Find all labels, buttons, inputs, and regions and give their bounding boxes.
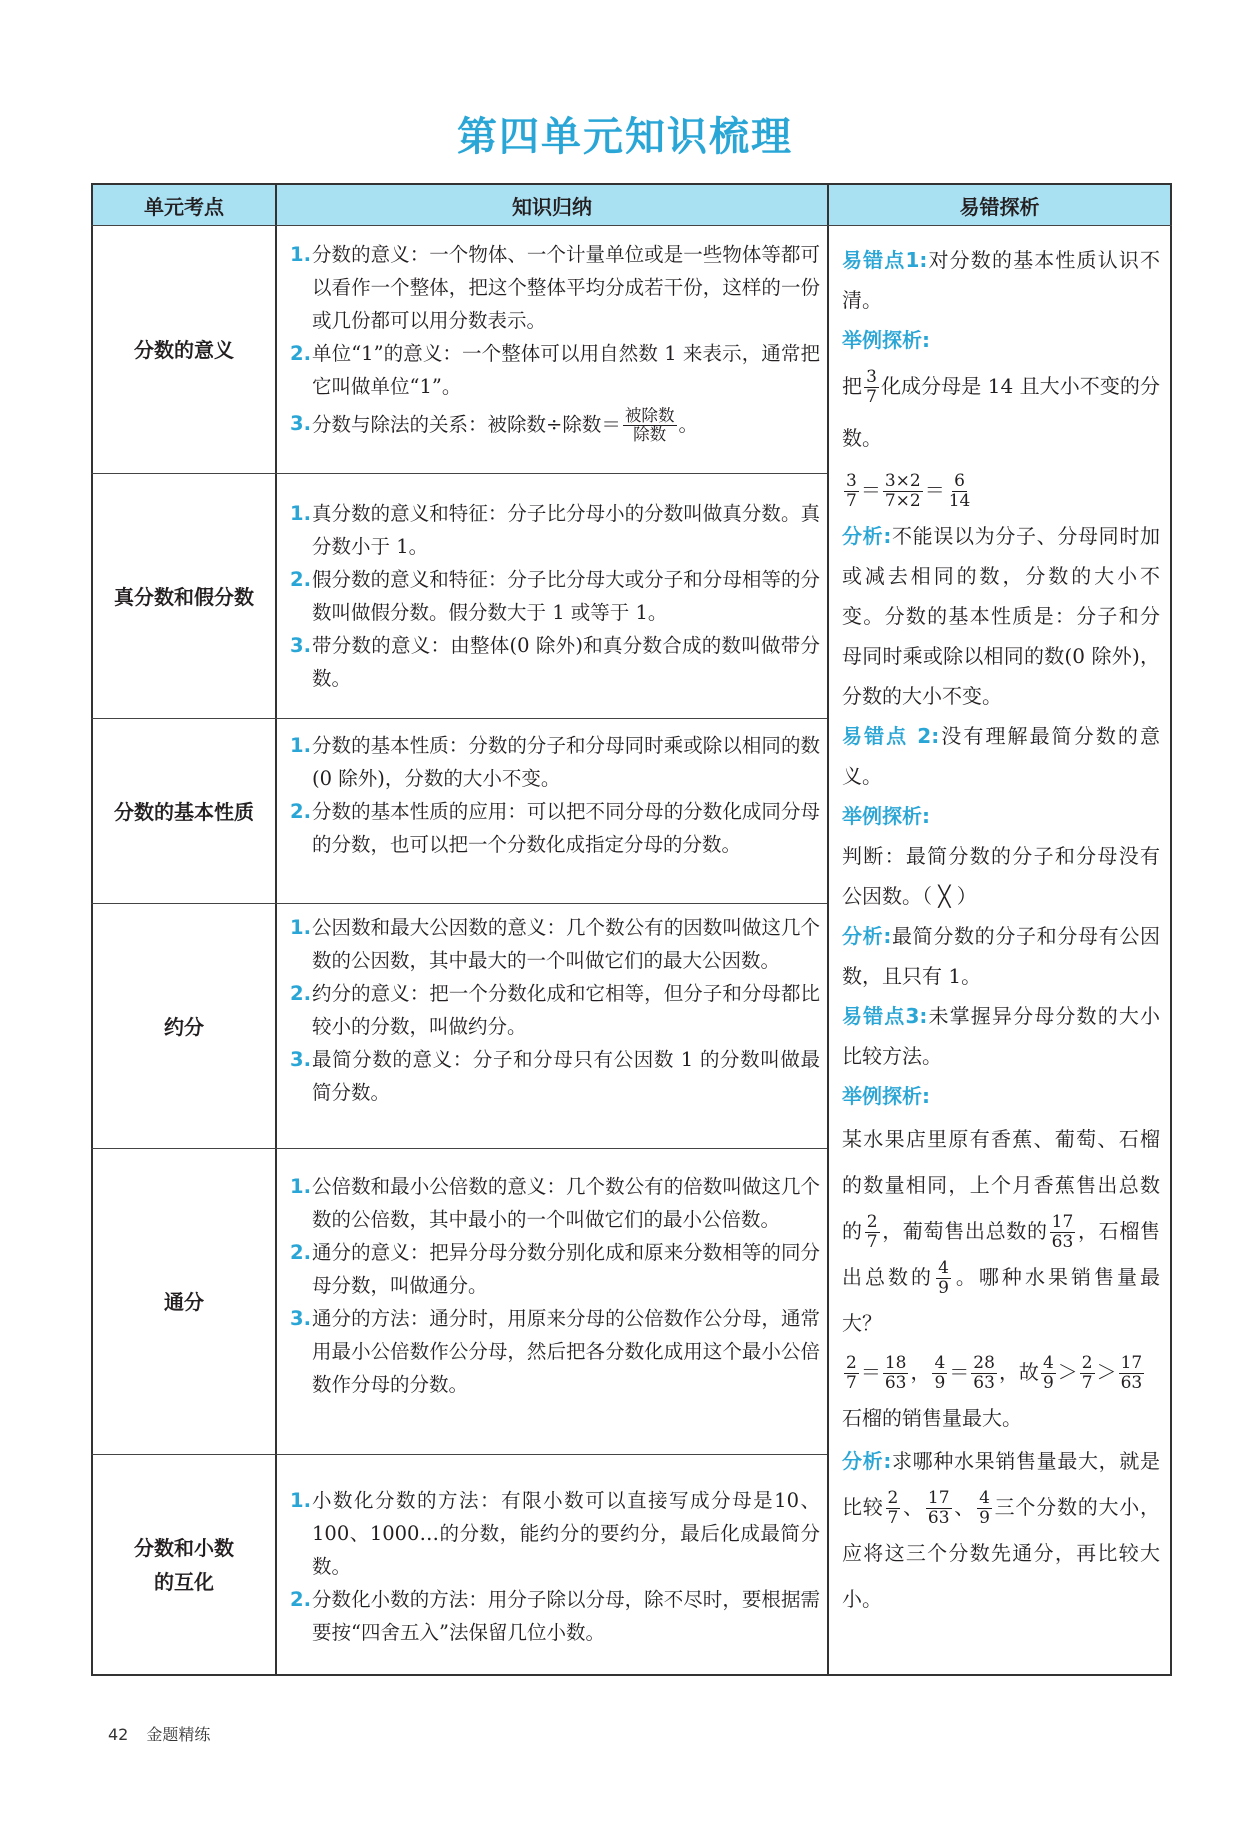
knowledge-reduction — [290, 911, 820, 1109]
text-part: 。哪种水果销售量最大？ — [842, 1265, 1161, 1335]
page-number: 42 — [108, 1725, 129, 1744]
fraction-denominator: 7 — [1081, 1373, 1093, 1393]
item-number: 2. — [290, 1588, 311, 1611]
fraction — [947, 472, 973, 510]
knowledge-basic-property — [290, 729, 820, 861]
example-solution — [842, 1346, 1160, 1398]
list-item — [290, 497, 820, 563]
table-divider — [275, 183, 277, 1676]
topic-line: 的互化 — [154, 1570, 214, 1594]
topic-basic-property: 分数的基本性质 — [114, 799, 254, 824]
error-text: 未掌握异分母分数的大小比较方法。 — [842, 1004, 1160, 1068]
item-number: 2. — [290, 800, 311, 823]
error-label: 易错点 2: — [842, 724, 940, 748]
item-number: 1. — [290, 916, 311, 939]
text-part: ，故 — [998, 1360, 1039, 1384]
item-number: 3. — [290, 634, 311, 657]
separator: 、 — [902, 1495, 924, 1519]
fraction-numerator: 2 — [866, 1212, 878, 1233]
example-question — [842, 360, 1160, 464]
item-text: 通分的意义：把异分母分数分别化成和原来分数相等的同分母分数，叫做通分。 — [312, 1241, 820, 1297]
separator: 、 — [953, 1495, 976, 1519]
item-text: 约分的意义：把一个分数化成和它相等，但分子和分母都比较小的分数，叫做约分。 — [312, 982, 820, 1038]
analysis-1 — [842, 516, 1160, 716]
error-text: 没有理解最简分数的意义。 — [842, 724, 1160, 788]
fraction — [844, 1354, 859, 1392]
equals-sign: ＝ — [860, 478, 881, 502]
knowledge-proper-improper — [290, 497, 820, 695]
fraction-numerator: 17 — [1120, 1353, 1143, 1374]
item-text: 小数化分数的方法：有限小数可以直接写成分母是10、100、1000…的分数，能约分的要约分，最后化成最简分数。 — [312, 1489, 820, 1578]
item-number: 1. — [290, 734, 311, 757]
list-item — [290, 911, 820, 977]
topic-proper-improper: 真分数和假分数 — [114, 584, 254, 609]
error-analysis-column — [842, 240, 1160, 1622]
fraction-numerator: 2 — [887, 1488, 899, 1509]
fraction-numerator: 4 — [1042, 1353, 1054, 1374]
table-divider — [827, 183, 829, 1676]
text-part: ，葡萄售出总数的 — [881, 1219, 1048, 1243]
list-item — [290, 337, 820, 403]
example-solution — [842, 464, 1160, 516]
analysis-label: 分析: — [842, 1449, 892, 1473]
item-number: 2. — [290, 1241, 311, 1264]
item-text: 分数的意义：一个物体、一个计量单位或是一些物体等都可以看作一个整体，把这个整体平均分成若干份，这样的一份或几份都可以用分数表示。 — [312, 243, 820, 332]
item-number: 3. — [290, 1307, 311, 1330]
text-part: 三个分数的大小，应将这三个分数先通分，再比较大小。 — [842, 1495, 1161, 1611]
error-text: 对分数的基本性质认识不清。 — [842, 248, 1160, 312]
fraction — [865, 1213, 880, 1251]
example-label: 举例探析: — [842, 328, 930, 352]
error-point-2 — [842, 716, 1160, 796]
list-item — [290, 1170, 820, 1236]
list-item — [290, 1043, 820, 1109]
fraction-numerator: 17 — [927, 1488, 950, 1509]
topic-fraction-meaning: 分数的意义 — [134, 338, 234, 362]
fraction-denominator: 除数 — [633, 425, 667, 445]
equals-sign: ＝ — [924, 478, 945, 502]
example-label: 举例探析: — [842, 1084, 930, 1108]
page-title: 第四单元知识梳理 — [457, 114, 793, 160]
fraction — [1080, 1354, 1095, 1392]
row-divider — [91, 718, 827, 719]
fraction-numerator: 3 — [846, 471, 857, 492]
fraction-denominator: 63 — [927, 1508, 950, 1528]
fraction-denominator: 7×2 — [884, 491, 921, 511]
topic-line: 分数和小数 — [134, 1536, 234, 1560]
row-divider — [91, 473, 827, 474]
topic-common-denominator: 通分 — [164, 1290, 204, 1314]
example-question — [842, 1116, 1160, 1346]
separator: ， — [910, 1360, 931, 1384]
fraction-numerator: 3 — [866, 367, 877, 388]
fraction-denominator: 63 — [1051, 1232, 1074, 1252]
item-number: 2. — [290, 342, 311, 365]
item-text: 假分数的意义和特征：分子比分母大或分子和分母相等的分数叫做假分数。假分数大于 1 或等于 1。 — [312, 568, 820, 624]
fraction-denominator: 7 — [866, 1232, 878, 1252]
fraction-denominator: 9 — [1042, 1373, 1054, 1393]
item-text: 分数化小数的方法：用分子除以分母，除不尽时，要根据需要按“四舍五入”法保留几位小数。 — [312, 1588, 820, 1644]
analysis-label: 分析: — [842, 924, 892, 948]
fraction — [971, 1354, 997, 1392]
analysis-label: 分析: — [842, 524, 892, 548]
fraction-numerator: 4 — [979, 1488, 990, 1509]
fraction-denominator: 9 — [979, 1508, 990, 1528]
error-label: 易错点3: — [842, 1004, 928, 1028]
row-divider — [91, 225, 1172, 226]
error-label: 易错点1: — [842, 248, 928, 272]
knowledge-common-denominator — [290, 1170, 820, 1401]
list-item — [290, 563, 820, 629]
list-item — [290, 977, 820, 1043]
fraction-denominator: 63 — [1120, 1373, 1143, 1393]
example-conclusion: 石榴的销售量最大。 — [842, 1406, 1022, 1430]
item-text-part: 。 — [678, 413, 699, 437]
header-topic: 单元考点 — [93, 185, 275, 225]
example-heading — [842, 796, 1160, 836]
item-number: 3. — [290, 412, 311, 435]
fraction — [936, 1259, 951, 1297]
item-text: 真分数的意义和特征：分子比分母小的分数叫做真分数。真分数小于 1。 — [312, 502, 820, 558]
fraction-numerator: 2 — [1081, 1353, 1093, 1374]
list-item — [290, 1236, 820, 1302]
knowledge-fraction-meaning — [290, 238, 820, 444]
text-part: ，石榴售出总数的 — [842, 1219, 1161, 1289]
fraction — [1050, 1213, 1076, 1251]
fraction-numerator: 17 — [1051, 1212, 1074, 1233]
list-item — [290, 238, 820, 337]
item-text: 带分数的意义：由整体(0 除外)和真分数合成的数叫做带分数。 — [312, 634, 820, 690]
fraction — [844, 472, 859, 510]
fraction-numerator: 4 — [934, 1353, 946, 1374]
fraction-numerator: 28 — [973, 1353, 995, 1374]
fraction-denominator: 7 — [846, 491, 857, 511]
item-number: 1. — [290, 1175, 311, 1198]
row-divider — [91, 1148, 827, 1149]
fraction — [864, 368, 879, 406]
example-heading — [842, 1076, 1160, 1116]
list-item — [290, 407, 820, 444]
topic-reduction: 约分 — [164, 1014, 204, 1039]
fraction — [1119, 1354, 1145, 1392]
fraction — [977, 1489, 992, 1527]
row-divider — [91, 903, 827, 904]
analysis-text: 最简分数的分子和分母有公因数，且只有 1。 — [842, 924, 1161, 988]
knowledge-fraction-decimal — [290, 1484, 820, 1649]
item-text: 分数的基本性质：分数的分子和分母同时乘或除以相同的数(0 除外)，分数的大小不变。 — [312, 734, 820, 790]
item-text: 单位“1”的意义：一个整体可以用自然数 1 来表示，通常把它叫做单位“1”。 — [312, 342, 820, 398]
fraction-numerator: 被除数 — [624, 406, 675, 425]
text-part: 把 — [842, 374, 863, 398]
fraction-denominator: 14 — [948, 491, 971, 511]
list-item — [290, 1302, 820, 1401]
example-heading — [842, 320, 1160, 360]
page-footer — [108, 1722, 210, 1745]
error-point-1 — [842, 240, 1160, 320]
item-text: 公因数和最大公因数的意义：几个数公有的因数叫做这几个数的公因数，其中最大的一个叫做它们的最大公因数。 — [312, 916, 820, 972]
item-text: 公倍数和最小公倍数的意义：几个数公有的倍数叫做这几个数的公倍数，其中最小的一个叫做它们的最小公倍数。 — [312, 1175, 820, 1231]
analysis-3 — [842, 1438, 1160, 1622]
greater-sign: ＞ — [1096, 1360, 1117, 1384]
fraction — [883, 1354, 909, 1392]
list-item — [290, 1484, 820, 1583]
list-item — [290, 1583, 820, 1649]
fraction — [623, 407, 677, 444]
list-item — [290, 729, 820, 795]
fraction-denominator: 7 — [846, 1373, 857, 1393]
text-part: 求哪种水果销售量最大，就是比较 — [842, 1449, 1161, 1519]
item-number: 1. — [290, 502, 311, 525]
item-text — [312, 407, 820, 444]
fraction-denominator: 9 — [938, 1278, 949, 1298]
item-text-part: 分数与除法的关系：被除数÷除数＝ — [312, 413, 621, 437]
equals-sign: ＝ — [860, 1360, 881, 1384]
example-label: 举例探析: — [842, 804, 930, 828]
header-knowledge: 知识归纳 — [277, 185, 827, 225]
text-part: 某水果店里原有香蕉、葡萄、石榴的数量相同，上个月香蕉售出总数的 — [842, 1127, 1160, 1243]
fraction-numerator: 2 — [846, 1353, 857, 1374]
item-number: 1. — [290, 1489, 311, 1512]
fraction-denominator: 63 — [884, 1373, 907, 1393]
row-divider — [91, 1454, 827, 1455]
topic-fraction-decimal — [93, 1456, 275, 1674]
fraction-numerator: 18 — [884, 1353, 907, 1374]
fraction-denominator: 7 — [866, 387, 877, 407]
fraction — [1041, 1354, 1056, 1392]
fraction-denominator: 9 — [934, 1373, 946, 1393]
analysis-text: 不能误以为分子、分母同时加或减去相同的数，分数的大小不变。分数的基本性质是：分子和分母同时乘或除以相同的数(0 除外)，分数的大小不变。 — [842, 524, 1161, 708]
item-number: 2. — [290, 982, 311, 1005]
error-point-3 — [842, 996, 1160, 1076]
fraction-denominator: 7 — [887, 1508, 899, 1528]
header-analysis: 易错探析 — [829, 185, 1170, 225]
fraction-numerator: 3×2 — [884, 471, 921, 492]
fraction-denominator: 63 — [973, 1373, 995, 1393]
item-number: 3. — [290, 1048, 311, 1071]
example-question: 判断：最简分数的分子和分母没有公因数。（ ╳ ） — [842, 844, 1160, 908]
fraction — [932, 1354, 947, 1392]
item-text: 最简分数的意义：分子和分母只有公因数 1 的分数叫做最简分数。 — [312, 1048, 820, 1104]
fraction — [926, 1489, 952, 1527]
analysis-2 — [842, 916, 1160, 996]
fraction-numerator: 4 — [938, 1258, 949, 1279]
fraction — [886, 1489, 901, 1527]
item-number: 1. — [290, 243, 311, 266]
text-part: 化成分母是 14 且大小不变的分数。 — [842, 374, 1161, 450]
greater-sign: ＞ — [1057, 1360, 1078, 1384]
item-number: 2. — [290, 568, 311, 591]
equals-sign: ＝ — [949, 1360, 970, 1384]
book-name: 金题精练 — [146, 1725, 211, 1744]
list-item — [290, 629, 820, 695]
item-text: 分数的基本性质的应用：可以把不同分母的分数化成同分母的分数，也可以把一个分数化成指定分母的分数。 — [312, 800, 820, 856]
fraction-numerator: 6 — [954, 471, 965, 492]
fraction — [883, 472, 923, 510]
item-text: 通分的方法：通分时，用原来分母的公倍数作公分母，通常用最小公倍数作公分母，然后把各分数化成用这个最小公倍数作分母的分数。 — [312, 1307, 820, 1396]
list-item — [290, 795, 820, 861]
